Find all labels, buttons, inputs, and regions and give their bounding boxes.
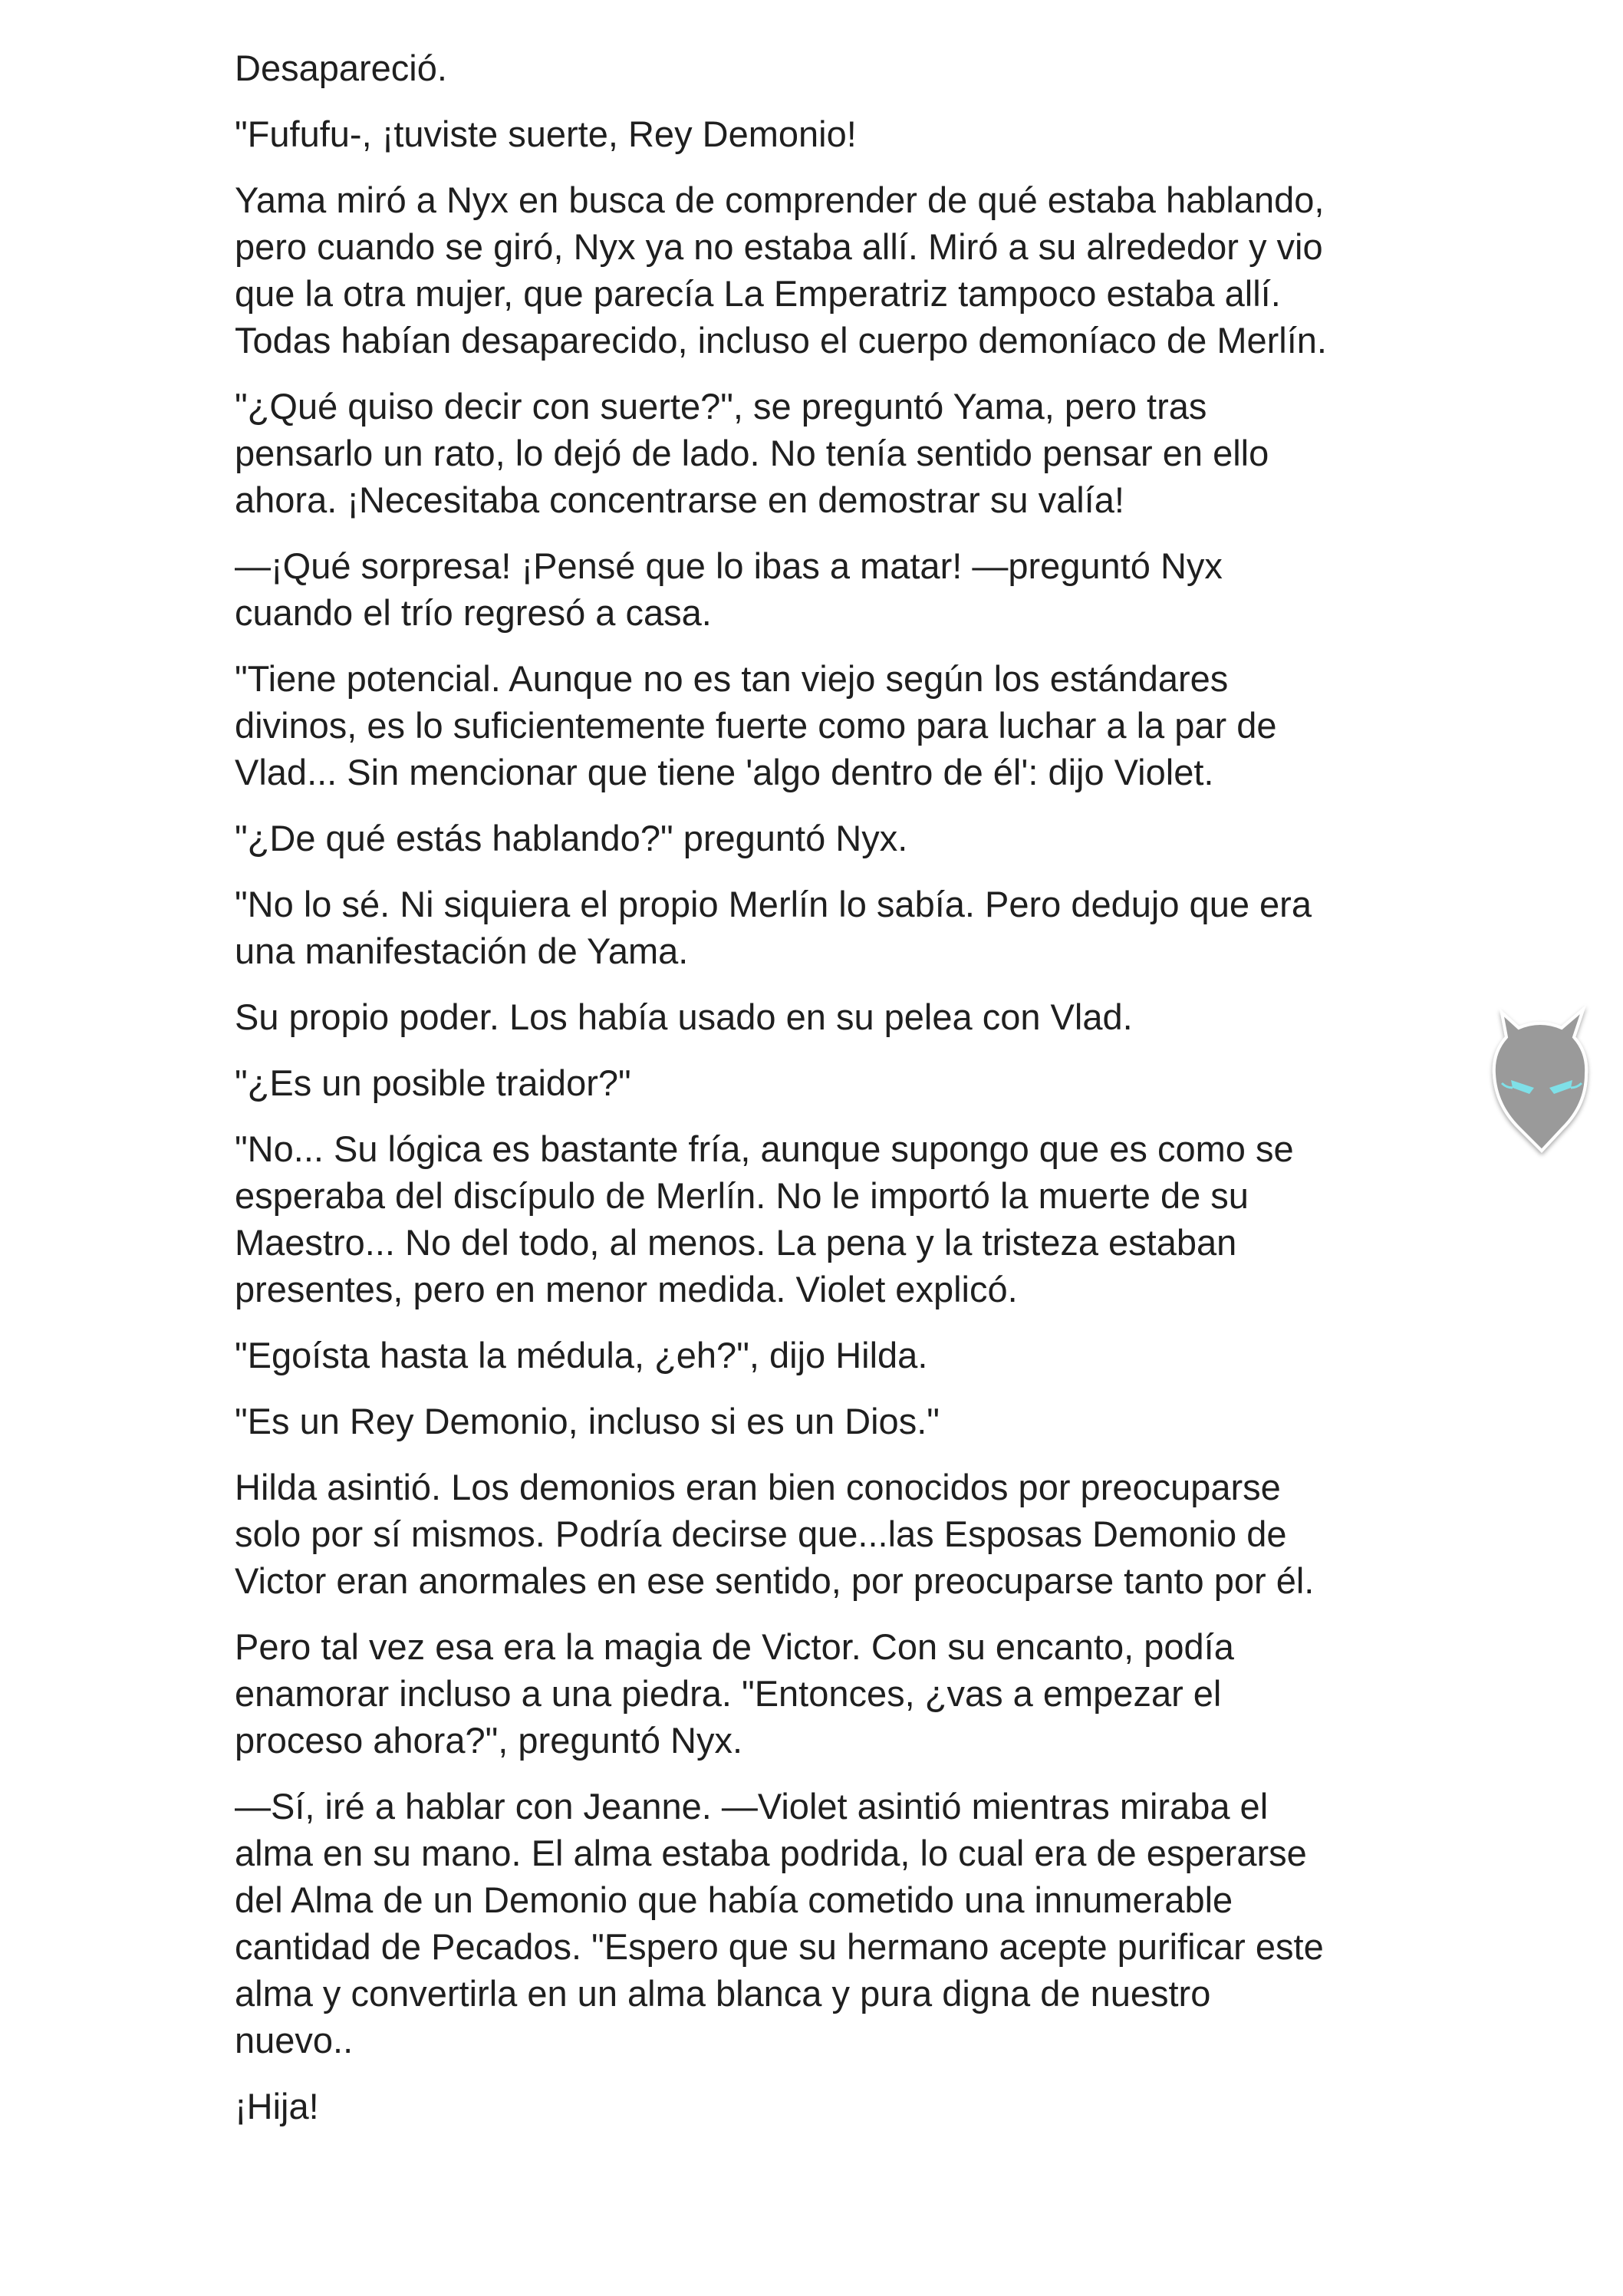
demon-head-logo-icon: [1471, 997, 1609, 1166]
paragraph: Su propio poder. Los había usado en su pelea con Vlad.: [235, 996, 1133, 1037]
document-page: [235, 44, 1408, 2149]
paragraph: Pero tal vez esa era la magia de Victor. Con su encanto, podía enamorar incluso a una piedra. "Entonces, ¿vas a empezar el proceso ahora?", preguntó Nyx.: [235, 1626, 1234, 1761]
paragraph: "Egoísta hasta la médula, ¿eh?", dijo Hilda.: [235, 1335, 928, 1375]
paragraph: Hilda asintió. Los demonios eran bien conocidos por preocuparse solo por sí mismos. Podría decirse que...las Esposas Demonio de Victor eran anormales en ese sentido, por preocuparse tanto por él.: [235, 1467, 1315, 1601]
paragraph: "Tiene potencial. Aunque no es tan viejo según los estándares divinos, es lo suficientemente fuerte como para luchar a la par de Vlad... Sin mencionar que tiene 'algo dentro de él': dijo Violet.: [235, 658, 1277, 792]
paragraph: "¿De qué estás hablando?" preguntó Nyx.: [235, 818, 908, 858]
paragraph: "Fufufu-, ¡tuviste suerte, Rey Demonio!: [235, 114, 857, 154]
paragraph: Desapareció.: [235, 48, 447, 88]
paragraph: Yama miró a Nyx en busca de comprender de qué estaba hablando, pero cuando se giró, Nyx ya no estaba allí. Miró a su alrededor y vio que la otra mujer, que parecía La Emperatriz tampoco estaba allí. Todas habían desaparecido, incluso el cuerpo demoníaco de Merlín.: [235, 180, 1327, 361]
paragraph: "¿Es un posible traidor?": [235, 1062, 631, 1103]
paragraph: "No lo sé. Ni siquiera el propio Merlín lo sabía. Pero dedujo que era una manifestación de Yama.: [235, 884, 1312, 971]
paragraph: ¡Hija!: [235, 2086, 319, 2126]
paragraph: "Es un Rey Demonio, incluso si es un Dios.": [235, 1401, 940, 1441]
paragraph: "No... Su lógica es bastante fría, aunque supongo que es como se esperaba del discípulo de Merlín. No le importó la muerte de su Maestro... No del todo, al menos. La pena y la tristeza estaban presentes, pero en menor medida. Violet explicó.: [235, 1128, 1294, 1309]
paragraph: "¿Qué quiso decir con suerte?", se preguntó Yama, pero tras pensarlo un rato, lo dejó de lado. No tenía sentido pensar en ello ahora. ¡Necesitaba concentrarse en demostrar su valía!: [235, 386, 1269, 520]
paragraph: —Sí, iré a hablar con Jeanne. —Violet asintió mientras miraba el alma en su mano. El alma estaba podrida, lo cual era de esperarse del Alma de un Demonio que había cometido una innumerable cantidad de Pecados. "Espero que su hermano acepte purificar este alma y convertirla en un alma blanca y pura digna de nuestro nuevo..: [235, 1786, 1324, 2060]
paragraph: —¡Qué sorpresa! ¡Pensé que lo ibas a matar! —preguntó Nyx cuando el trío regresó a casa.: [235, 545, 1223, 633]
